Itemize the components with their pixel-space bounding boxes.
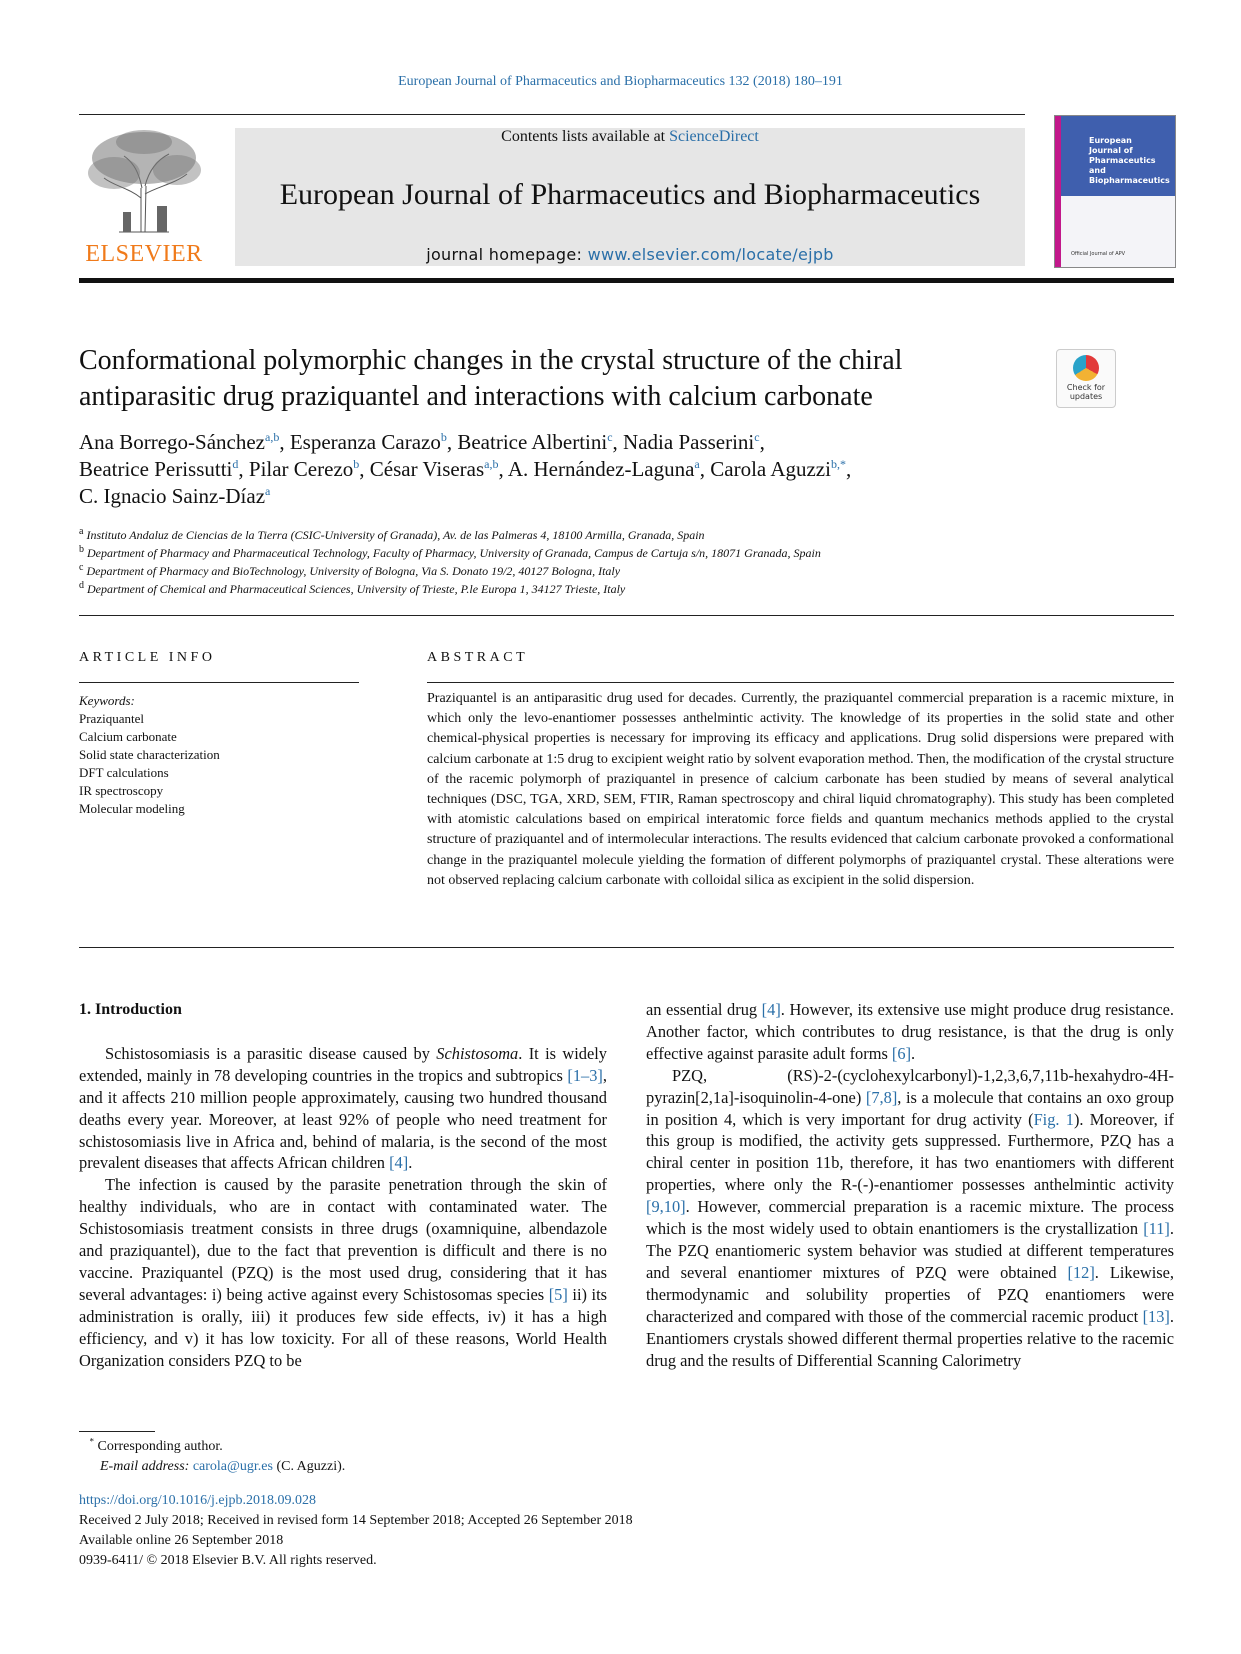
affiliation-mark: a <box>79 526 84 537</box>
elsevier-tree-icon <box>79 128 209 236</box>
cover-title <box>1089 136 1175 186</box>
author-name: César Viseras <box>369 457 485 481</box>
text-run: . <box>911 1043 916 1063</box>
cover-stripe <box>1055 116 1061 267</box>
author-name: Ana Borrego-Sánchez <box>79 430 266 454</box>
corresponding-author-note <box>79 1437 679 1457</box>
text-run: . <box>408 1153 413 1173</box>
text-run: , is a molecule that contains an oxo group in position 4, which is very important for drug activity ( <box>646 1087 1174 1129</box>
article-title: Conformational polymorphic changes in the crystal structure of the chiral antiparasitic drug praziquantel and interactions with calcium carbonate <box>79 345 903 412</box>
body-column-right <box>646 999 1174 1371</box>
affiliation <box>79 526 1079 544</box>
citation-link[interactable]: [12] <box>1067 1262 1095 1282</box>
text-run: Schistosoma <box>436 1043 519 1063</box>
text-run: . The PZQ enantiomeric system behavior was studied at different temperatures and several enantiomer mixtures of PZQ were obtained <box>646 1219 1174 1282</box>
abstract-bottom-rule <box>79 947 1174 948</box>
affiliation-text: Instituto Andaluz de Ciencias de la Tierra (CSIC-University of Granada), Av. de las Palmeras 4, 18100 Armilla, Granada, Spain <box>86 528 705 542</box>
author-affiliation-mark[interactable]: b <box>353 457 360 471</box>
text-run: . However, its extensive use might produce drug resistance. Another factor, which contributes to drug resistance, is that the drug is only effective against parasite adult forms <box>646 1000 1175 1063</box>
contents-prefix: Contents lists available at <box>501 128 670 145</box>
article-info-heading: ARTICLE INFO <box>79 650 216 665</box>
affiliation <box>79 544 1079 562</box>
affiliation-text: Department of Pharmacy and Pharmaceutical Technology, Faculty of Pharmacy, University of Granada, Campus de Cartuja s/n, 18071 Granada, Spain <box>87 546 821 560</box>
paragraph <box>646 1065 1174 1372</box>
cover-footer: Official Journal of APV <box>1071 251 1126 257</box>
sciencedirect-link[interactable]: ScienceDirect <box>669 128 759 145</box>
journal-title: European Journal of Pharmaceutics and Biopharmaceutics <box>279 178 981 211</box>
text-run: . Likewise, thermodynamic and solubility properties of PZQ enantiomers were characterized and compared with those of the commercial racemic product <box>646 1262 1174 1326</box>
email-link[interactable]: carola@ugr.es <box>192 1459 273 1474</box>
publisher-name: ELSEVIER <box>85 241 203 267</box>
affiliation <box>79 580 1079 598</box>
footnote-rule <box>79 1431 155 1432</box>
author-affiliation-mark[interactable]: c <box>607 430 613 444</box>
citation-link[interactable]: [4] <box>761 1000 781 1019</box>
author-name: Carola Aguzzi <box>710 457 831 481</box>
cover-line: Pharmaceutics and <box>1089 156 1156 175</box>
check-updates-label: Check for updates <box>1066 383 1106 401</box>
header-rule <box>79 114 1025 115</box>
text-run: an essential drug <box>646 1000 762 1019</box>
text-run: . However, commercial preparation is a racemic mixture. The process which is the most widely used to obtain enantiomers is the crystallization <box>646 1197 1174 1239</box>
cover-line: European <box>1089 136 1132 145</box>
citation-link[interactable]: [9,10] <box>646 1197 686 1217</box>
author-name: C. Ignacio Sainz-Díaz <box>79 484 266 508</box>
citation-link[interactable]: [6] <box>891 1043 912 1063</box>
text-run: ii) its administration is orally, iii) it produces few side effects, iv) it has a high efficiency, and v) it has low toxicity. For all of these reasons, World Health Organization considers PZQ to be <box>79 1284 608 1370</box>
citation-link[interactable]: [11] <box>1143 1219 1170 1239</box>
footnote <box>79 1437 679 1477</box>
paragraph <box>646 999 1174 1065</box>
body-column-left <box>79 999 607 1372</box>
contents-line <box>235 128 1025 146</box>
journal-header-band <box>235 128 1025 266</box>
abstract-heading: ABSTRACT <box>427 650 529 665</box>
author-name: Beatrice Albertini <box>457 430 608 454</box>
keyword: Solid state characterization <box>79 747 220 762</box>
section-rule <box>79 615 1174 616</box>
text-run: The infection is caused by the parasite penetration through the skin of healthy individuals, who are in contact with contaminated water. The Schistosomiasis treatment consists in three drugs (oxamniquine, albendazole and praziquantel), due to the fact that prevention is difficult and there is no vaccine. Praziquantel (PZQ) is the most used drug, considering that it has several advantages: i) being active against every Schistosomas species <box>79 1175 607 1304</box>
received-dates: Received 2 July 2018; Received in revised form 14 September 2018; Accepted 26 September 2018 <box>79 1513 633 1528</box>
author-affiliation-mark[interactable]: a,b <box>484 457 499 471</box>
affiliation-text: Department of Chemical and Pharmaceutical Sciences, University of Trieste, P.le Europa 1, 34127 Trieste, Italy <box>87 582 626 596</box>
author-affiliation-mark[interactable]: d <box>232 457 239 471</box>
article-info-rule <box>79 682 359 683</box>
figure-link[interactable]: Fig. 1 <box>1033 1109 1074 1129</box>
email-label: E-mail address: <box>100 1459 193 1474</box>
affiliations <box>79 526 1079 598</box>
author-affiliation-mark[interactable]: c <box>754 430 760 444</box>
author-affiliation-mark[interactable]: b,* <box>830 457 846 471</box>
author-name: A. Hernández-Laguna <box>507 457 695 481</box>
text-run: ). Moreover, if this group is modified, the activity gets suppressed. Furthermore, PZQ has a chiral center in position 11b, therefore, it has two enantiomers with different properties, where only the R-(-)-enantiomer possesses anthelmintic activity <box>646 1109 1174 1195</box>
journal-reference[interactable]: European Journal of Pharmaceutics and Biopharmaceutics 132 (2018) 180–191 <box>398 74 843 89</box>
author-list: Ana Borrego-Sánchez$^{a,b}$, Esperanza Carazo$^b$, Beatrice Albertini$^c$, Nadia Passerini$^c$, Beatrice Perissutti$^d$, Pilar Cerezo$^b$, César Viseras$^{a,b}$, A. Hernández-Laguna$^a$, Carola Aguzzi$^{b,*}$, C. Ignacio Sainz-Díaz$^a$ <box>79 430 852 508</box>
author-affiliation-mark[interactable]: a <box>265 484 271 498</box>
copyright: 0939-6411/ © 2018 Elsevier B.V. All rights reserved. <box>79 1553 377 1568</box>
email-line <box>79 1457 679 1477</box>
doi-link[interactable]: https://doi.org/10.1016/j.ejpb.2018.09.028 <box>79 1493 316 1508</box>
email-owner: (C. Aguzzi). <box>272 1459 346 1474</box>
keyword: IR spectroscopy <box>79 783 164 798</box>
corresponding-label: Corresponding author. <box>97 1439 223 1454</box>
footnote-mark: * <box>89 1436 94 1447</box>
keywords-block <box>79 692 359 818</box>
text-run: , and it affects 210 million people approximately, causing two hundred thousand deaths every year. Moreover, at least 92% of people who need treatment for schistosomiasis live in Africa and, behind of malaria, is the second of the most prevalent diseases that affects African children <box>79 1065 607 1173</box>
text-run: . It is widely extended, mainly in 78 developing countries in the tropics and subtropics <box>79 1043 607 1085</box>
author-affiliation-mark[interactable]: b <box>440 430 447 444</box>
cover-line: Journal of <box>1089 146 1133 155</box>
check-updates-icon <box>1073 355 1099 381</box>
keyword: Calcium carbonate <box>79 729 177 744</box>
affiliation-mark: d <box>79 580 84 591</box>
online-date: Available online 26 September 2018 <box>79 1533 284 1548</box>
homepage-line <box>235 245 1025 264</box>
citation-link[interactable]: [4] <box>389 1153 409 1173</box>
keyword: DFT calculations <box>79 765 169 780</box>
header-thick-rule <box>79 278 1174 283</box>
affiliation <box>79 562 1079 580</box>
elsevier-logo <box>79 128 209 268</box>
publication-info <box>79 1491 979 1571</box>
cover-line: Biopharmaceutics <box>1089 176 1170 185</box>
keyword: Molecular modeling <box>79 801 185 816</box>
author-affiliation-mark[interactable]: a,b <box>265 430 280 444</box>
journal-cover-thumbnail[interactable] <box>1054 115 1176 268</box>
affiliation-text: Department of Pharmacy and BioTechnology, University of Bologna, Via S. Donato 19/2, 40127 Bologna, Italy <box>86 564 621 578</box>
citation-link[interactable]: [7,8] <box>865 1087 898 1107</box>
text-run: PZQ, (RS)-2-(cyclohexylcarbonyl)-1,2,3,6,7,11b-hexahydro-4H-pyrazin[2,1a]-isoquinolin-4-one) <box>646 1065 1174 1107</box>
abstract-rule <box>427 682 1174 683</box>
keyword: Praziquantel <box>79 711 144 726</box>
paragraph <box>79 1174 607 1371</box>
keywords-label: Keywords: <box>79 693 135 708</box>
abstract-text: Praziquantel is an antiparasitic drug used for decades. Currently, the praziquantel commercial preparation is a racemic mixture, in which only the levo-enantiomer possesses anthelmintic activity. The knowledge of its properties in the solid state and other chemical-physical properties is necessary for improving its efficacy and applications. Drug solid dispersions were prepared with calcium carbonate at 1:5 drug to excipient weight ratio by solvent evaporation method. Then, the modification of the crystal structure of the racemic polymorph of praziquantel in presence of calcium carbonate has been studied by means of several analytical techniques (DSC, TGA, XRD, SEM, FTIR, Raman spectroscopy and chiral liquid chromatography). This study has been completed with atomistic calculations based on empirical interatomic force fields and quantum mechanics methods applied to the crystal structure of praziquantel and of intermolecular interactions. The results evidenced that calcium carbonate provoked a conformational change in the praziquantel molecule yielding the formation of different polymorphs of praziquantel crystal. These alterations were not observed replacing calcium carbonate with colloidal silica as excipient in the solid dispersion. <box>427 691 1174 888</box>
citation-link[interactable]: [5] <box>548 1284 568 1304</box>
text-run: Schistosomiasis is a parasitic disease caused by <box>105 1043 437 1063</box>
author-name: Esperanza Carazo <box>289 430 441 454</box>
section-heading: 1. Introduction <box>79 1001 182 1018</box>
homepage-link[interactable]: www.elsevier.com/locate/ejpb <box>587 245 834 264</box>
citation-link[interactable]: [1–3] <box>567 1065 603 1085</box>
author-affiliation-mark[interactable]: a <box>694 457 700 471</box>
affiliation-mark: b <box>79 544 84 555</box>
text-run: . Enantiomers crystals showed different thermal properties relative to the racemic drug and the results of Differential Scanning Calorimetry <box>646 1306 1174 1370</box>
check-for-updates-button[interactable] <box>1056 349 1116 408</box>
author-name: Pilar Cerezo <box>248 457 354 481</box>
citation-link[interactable]: [13] <box>1142 1306 1170 1326</box>
affiliation-mark: c <box>79 562 84 573</box>
author-name: Nadia Passerini <box>623 430 755 454</box>
author-name: Beatrice Perissutti <box>79 457 233 481</box>
paragraph <box>79 1043 607 1174</box>
homepage-prefix: journal homepage: <box>426 245 588 264</box>
